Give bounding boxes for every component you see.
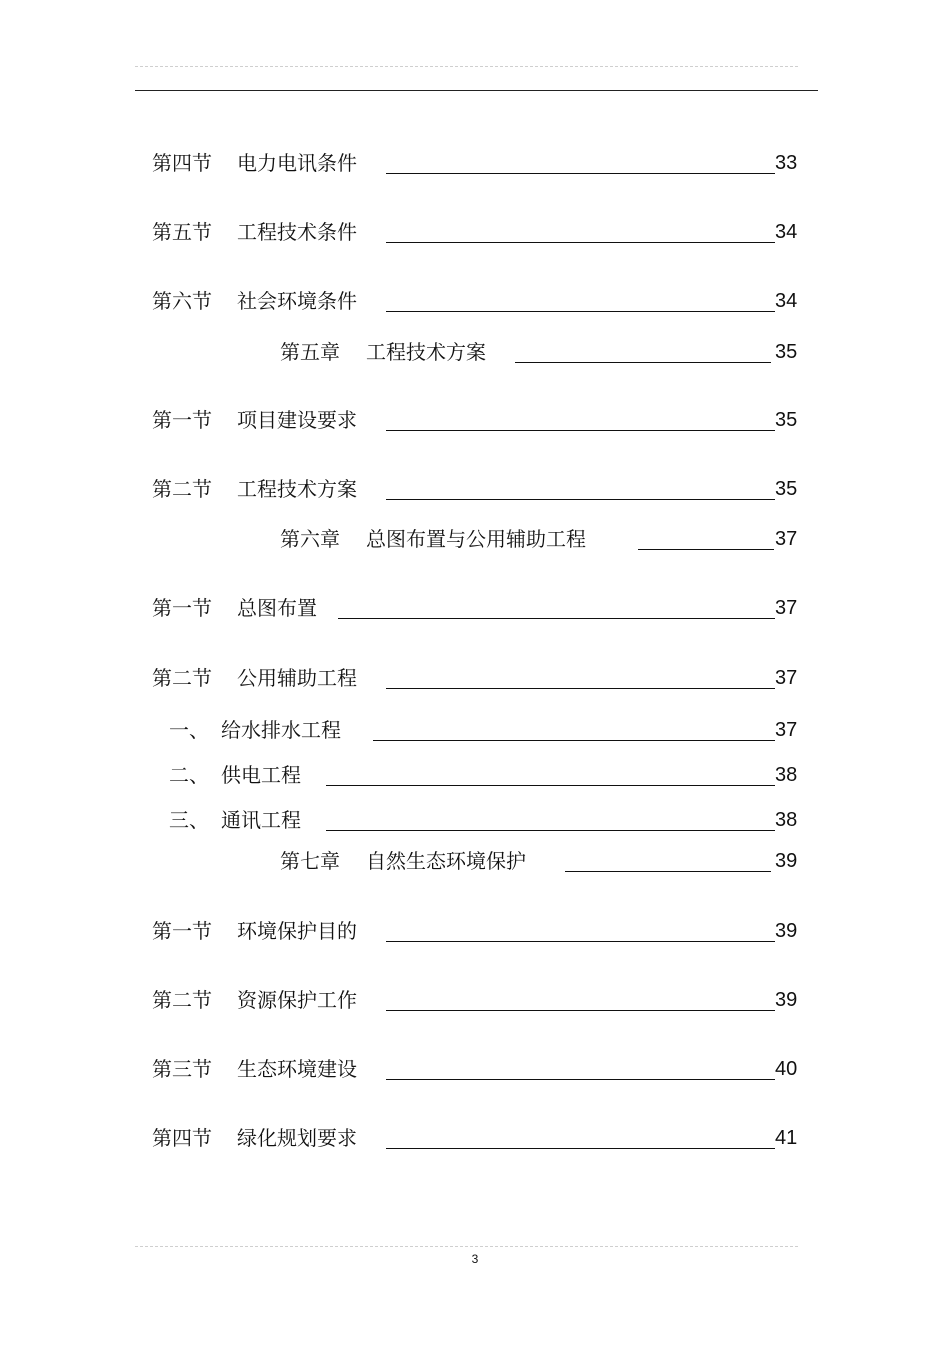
toc-title: 生态环境建设	[237, 1057, 357, 1081]
toc-entry[interactable]	[152, 148, 798, 178]
toc-subentry[interactable]	[169, 760, 798, 790]
toc-prefix: 第六节	[152, 289, 212, 313]
toc-title: 公用辅助工程	[237, 666, 357, 690]
footer-dashed-line	[135, 1246, 798, 1247]
header-dashed-line	[135, 66, 798, 67]
toc-page: 35	[775, 409, 798, 431]
toc-leader	[515, 362, 771, 363]
toc-prefix: 第七章	[280, 849, 340, 873]
toc-title: 工程技术条件	[237, 220, 357, 244]
toc-page: 37	[775, 528, 798, 550]
toc-leader	[386, 242, 775, 243]
toc-title: 绿化规划要求	[237, 1126, 357, 1150]
toc-prefix: 第六章	[280, 527, 340, 551]
page-number: 3	[471, 1252, 479, 1266]
toc-entry[interactable]	[152, 286, 798, 316]
toc-entry[interactable]	[152, 663, 798, 693]
toc-page: 37	[775, 667, 798, 689]
toc-prefix: 二、	[169, 763, 209, 787]
toc-page: 37	[775, 597, 798, 619]
toc-page: 39	[775, 989, 798, 1011]
toc-title: 资源保护工作	[237, 988, 357, 1012]
toc-leader	[386, 430, 775, 431]
toc-prefix: 第一节	[152, 596, 212, 620]
toc-title: 总图布置与公用辅助工程	[366, 527, 586, 551]
toc-title: 社会环境条件	[237, 289, 357, 313]
toc-entry[interactable]	[152, 217, 798, 247]
toc-title: 通讯工程	[221, 808, 301, 832]
toc-leader	[386, 688, 775, 689]
toc-leader	[338, 618, 775, 619]
toc-prefix: 第四节	[152, 151, 212, 175]
toc-prefix: 第四节	[152, 1126, 212, 1150]
toc-page: 33	[775, 152, 798, 174]
toc-title: 环境保护目的	[237, 919, 357, 943]
toc-page: 34	[775, 290, 798, 312]
toc-prefix: 第二节	[152, 477, 212, 501]
toc-subentry[interactable]	[169, 715, 798, 745]
toc-leader	[326, 830, 775, 831]
toc-entry[interactable]	[152, 474, 798, 504]
toc-page: 35	[775, 341, 798, 363]
toc-page: 39	[775, 920, 798, 942]
toc-leader	[386, 1010, 775, 1011]
toc-prefix: 第二节	[152, 666, 212, 690]
toc-prefix: 三、	[169, 808, 209, 832]
toc-prefix: 第一节	[152, 408, 212, 432]
toc-entry[interactable]	[152, 916, 798, 946]
toc-prefix: 第一节	[152, 919, 212, 943]
toc-page: 41	[775, 1127, 798, 1149]
toc-entry[interactable]	[152, 1054, 798, 1084]
toc-page: 38	[775, 764, 798, 786]
toc-prefix: 第五节	[152, 220, 212, 244]
toc-entry[interactable]	[152, 1123, 798, 1153]
toc-prefix: 一、	[169, 718, 209, 742]
toc-leader	[386, 941, 775, 942]
toc-leader	[386, 1148, 775, 1149]
toc-leader	[386, 311, 775, 312]
toc-leader	[638, 549, 774, 550]
toc-title: 项目建设要求	[237, 408, 357, 432]
toc-prefix: 第二节	[152, 988, 212, 1012]
toc-title: 工程技术方案	[237, 477, 357, 501]
toc-leader	[565, 871, 771, 872]
toc-chapter[interactable]	[280, 524, 798, 554]
toc-leader	[386, 173, 775, 174]
toc-leader	[386, 1079, 775, 1080]
toc-prefix: 第三节	[152, 1057, 212, 1081]
toc-leader	[386, 499, 775, 500]
toc-subentry[interactable]	[169, 805, 798, 835]
toc-leader	[373, 740, 775, 741]
toc-title: 给水排水工程	[221, 718, 341, 742]
toc-title: 工程技术方案	[366, 340, 486, 364]
toc-entry[interactable]	[152, 405, 798, 435]
toc-page: 39	[775, 850, 798, 872]
toc-chapter[interactable]	[280, 846, 798, 876]
toc-title: 电力电讯条件	[237, 151, 357, 175]
toc-page: 38	[775, 809, 798, 831]
toc-title: 供电工程	[221, 763, 301, 787]
toc-title: 自然生态环境保护	[366, 849, 526, 873]
toc-title: 总图布置	[237, 596, 317, 620]
toc-page: 34	[775, 221, 798, 243]
toc-page: 40	[775, 1058, 798, 1080]
toc-prefix: 第五章	[280, 340, 340, 364]
toc-page: 35	[775, 478, 798, 500]
toc-entry[interactable]	[152, 985, 798, 1015]
toc-entry[interactable]	[152, 593, 798, 623]
toc-leader	[326, 785, 775, 786]
toc-chapter[interactable]	[280, 337, 798, 367]
toc-page: 37	[775, 719, 798, 741]
header-rule	[135, 90, 818, 91]
